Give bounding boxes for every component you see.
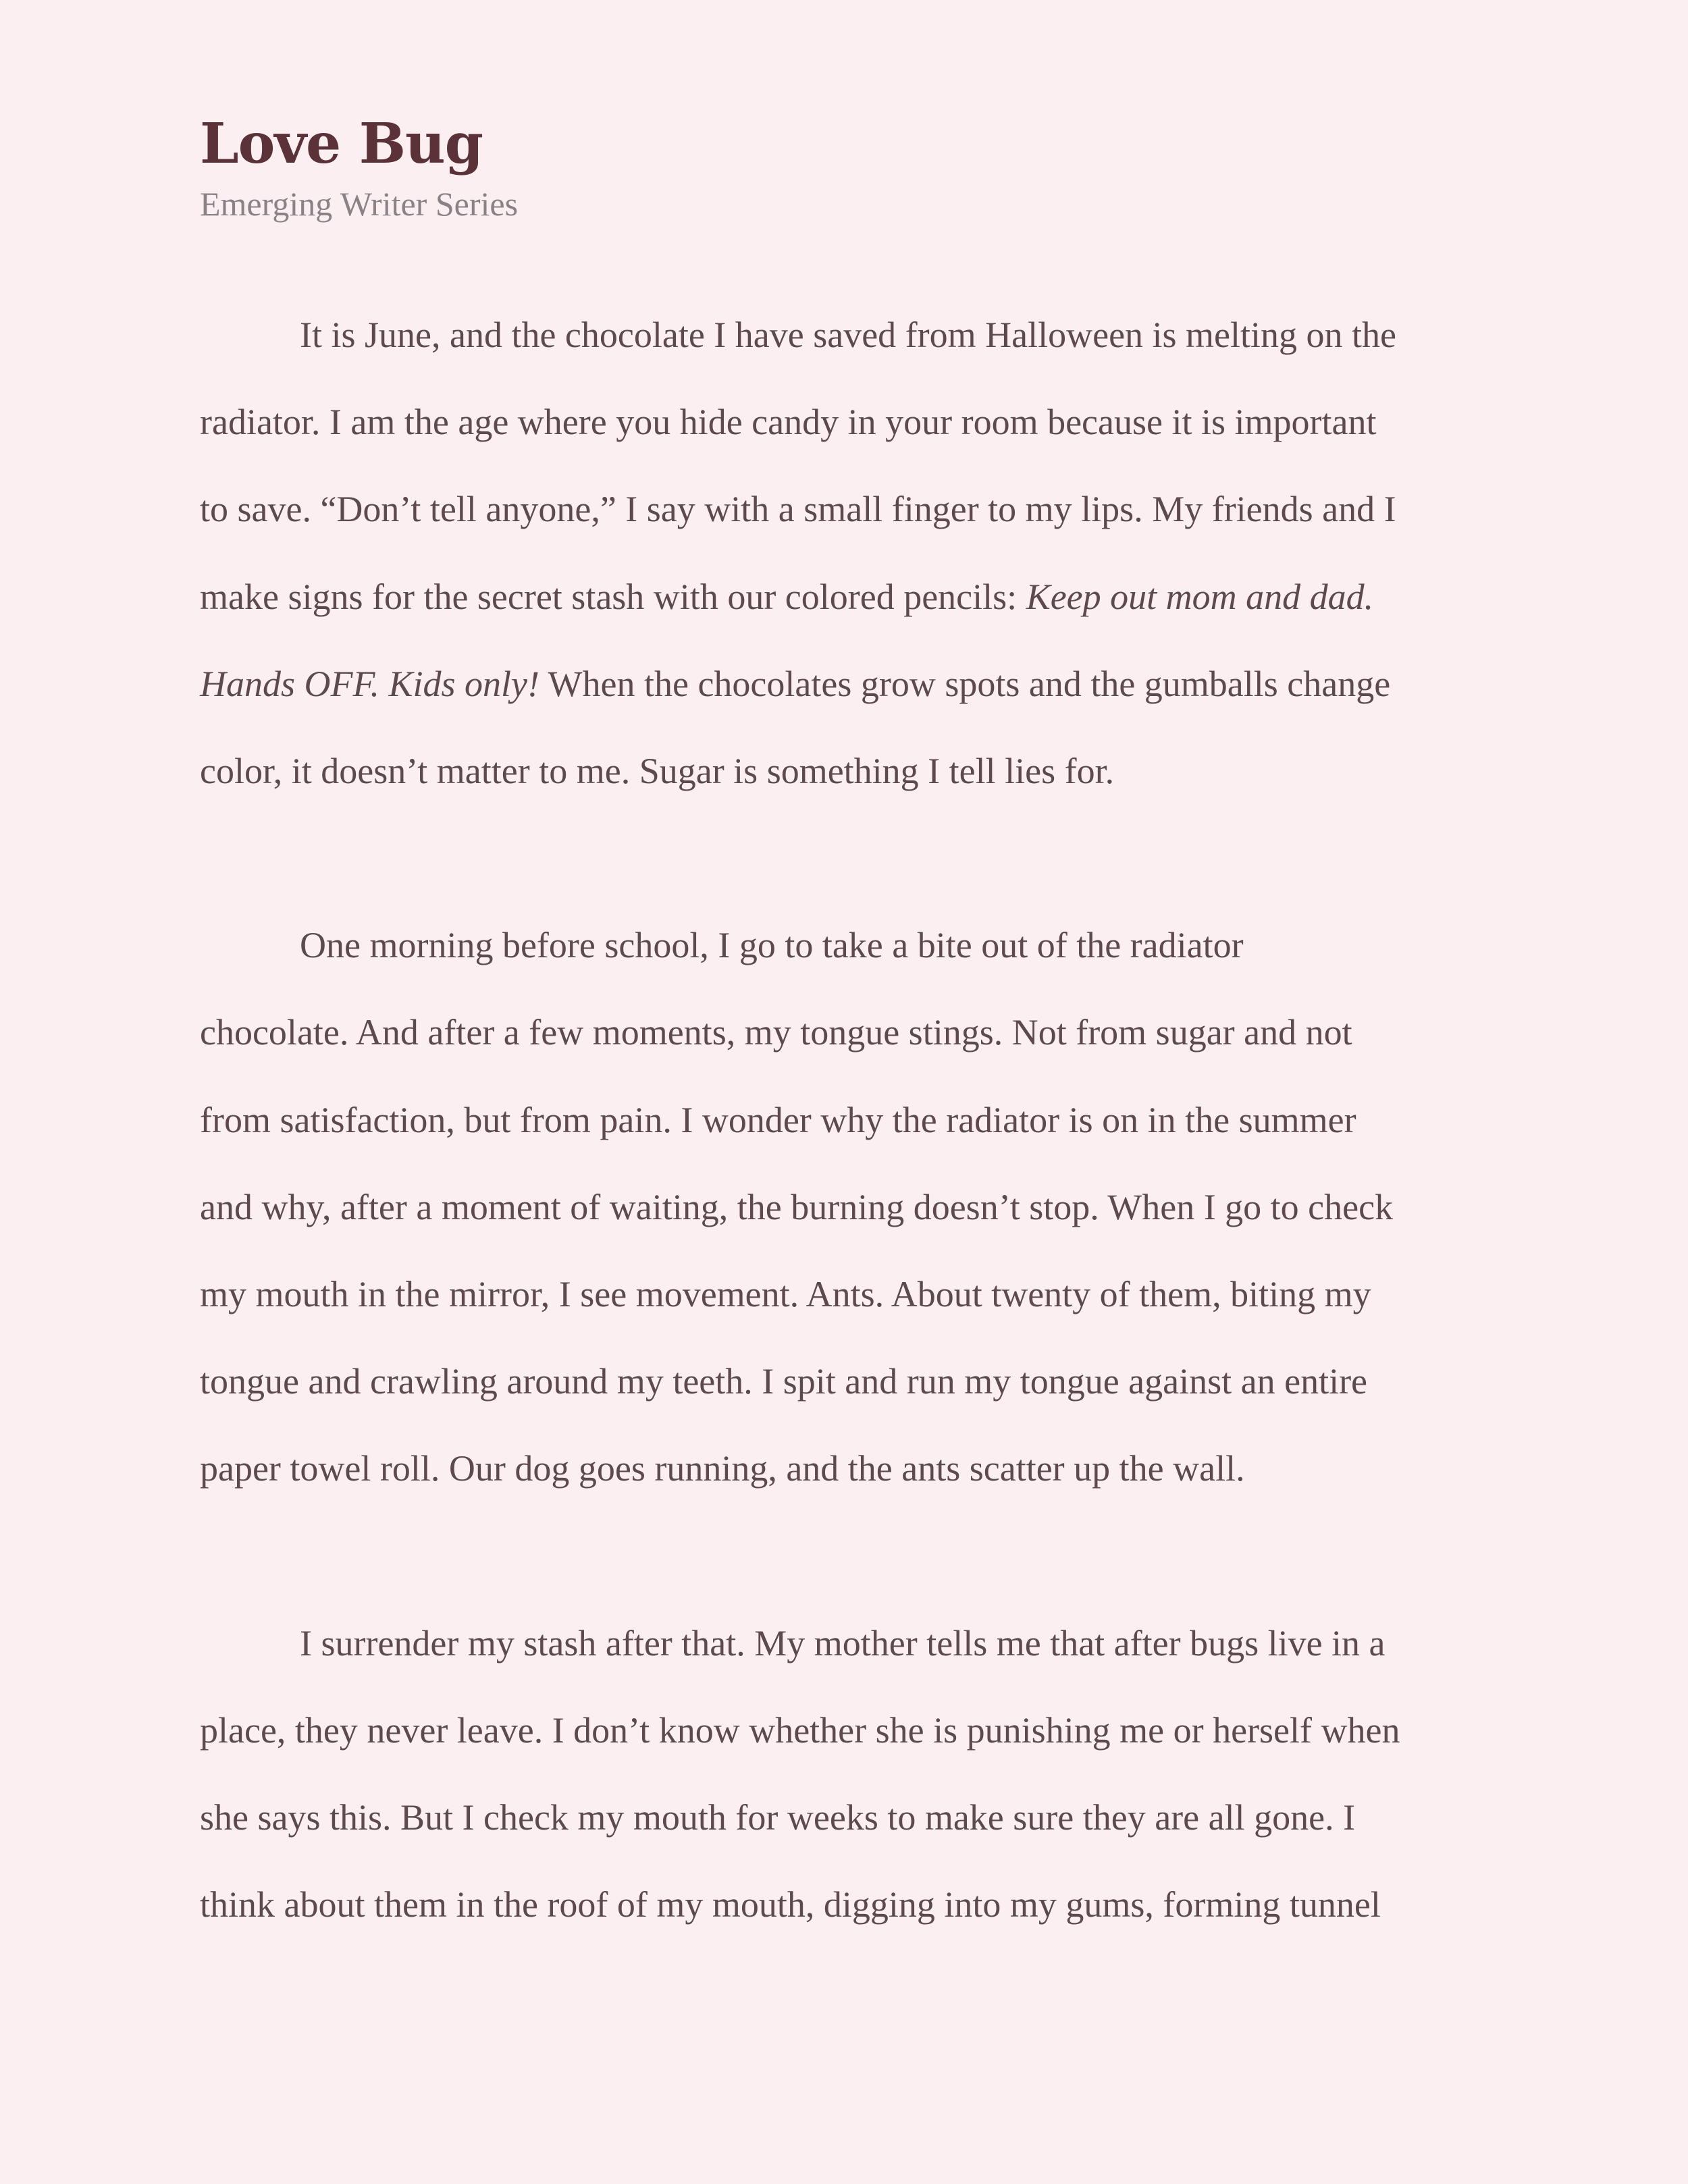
paragraph-line [200,1774,1503,1861]
paragraph-line [200,1251,1503,1338]
line-text: radiator. I am the age where you hide candy in your room because it is important [200,402,1377,443]
line-text: think about them in the roof of my mouth, digging into my gums, forming tunnel [200,1884,1381,1925]
paragraph-line [200,641,1503,728]
paragraph-line [200,292,1503,379]
line-text: my mouth in the mirror, I see movement. Ants. About twenty of them, biting my [200,1274,1371,1315]
paragraph-line [200,379,1503,466]
line-text: One morning before school, I go to take a bite out of the radiator [300,925,1244,966]
paragraph-line [200,554,1503,641]
document-page [200,108,1503,2035]
paragraph-line [200,1425,1503,1512]
paragraph-line [200,728,1503,815]
italic-text: Keep out mom and dad. [1026,576,1374,617]
line-text: from satisfaction, but from pain. I wonder why the radiator is on in the summer [200,1099,1356,1140]
line-text: place, they never leave. I don’t know whether she is punishing me or herself when [200,1709,1400,1751]
line-text: tongue and crawling around my teeth. I spit and run my tongue against an entire [200,1361,1368,1402]
story-paragraph [200,902,1503,1512]
paragraph-line [200,1164,1503,1251]
line-text: I surrender my stash after that. My mother tells me that after bugs live in a [300,1622,1386,1663]
line-text: color, it doesn’t matter to me. Sugar is something I tell lies for. [200,751,1115,792]
paragraph-line [200,1861,1503,1948]
line-text: make signs for the secret stash with our colored pencils: [200,576,1026,617]
paragraph-line [200,1077,1503,1164]
line-text: to save. “Don’t tell anyone,” I say with a small finger to my lips. My friends and I [200,489,1396,530]
story-body [200,292,1503,1948]
line-text: When the chocolates grow spots and the gumballs change [539,663,1391,704]
paragraph-line [200,989,1503,1076]
paragraph-line [200,466,1503,553]
line-text: It is June, and the chocolate I have saved from Halloween is melting on the [300,315,1397,355]
line-text: chocolate. And after a few moments, my tongue stings. Not from sugar and not [200,1012,1352,1053]
paragraph-line [200,1687,1503,1774]
story-paragraph [200,292,1503,815]
document-subtitle: Emerging Writer Series [200,185,519,223]
line-text: she says this. But I check my mouth for weeks to make sure they are all gone. I [200,1797,1356,1838]
italic-text: Hands OFF. Kids only! [200,663,540,704]
paragraph-line [200,1338,1503,1425]
document-title: Love Bug [200,111,483,176]
line-text: and why, after a moment of waiting, the burning doesn’t stop. When I go to check [200,1186,1394,1227]
paragraph-line [200,902,1503,989]
line-text: paper towel roll. Our dog goes running, and the ants scatter up the wall. [200,1448,1245,1489]
story-paragraph [200,1600,1503,1949]
paragraph-line [200,1600,1503,1687]
